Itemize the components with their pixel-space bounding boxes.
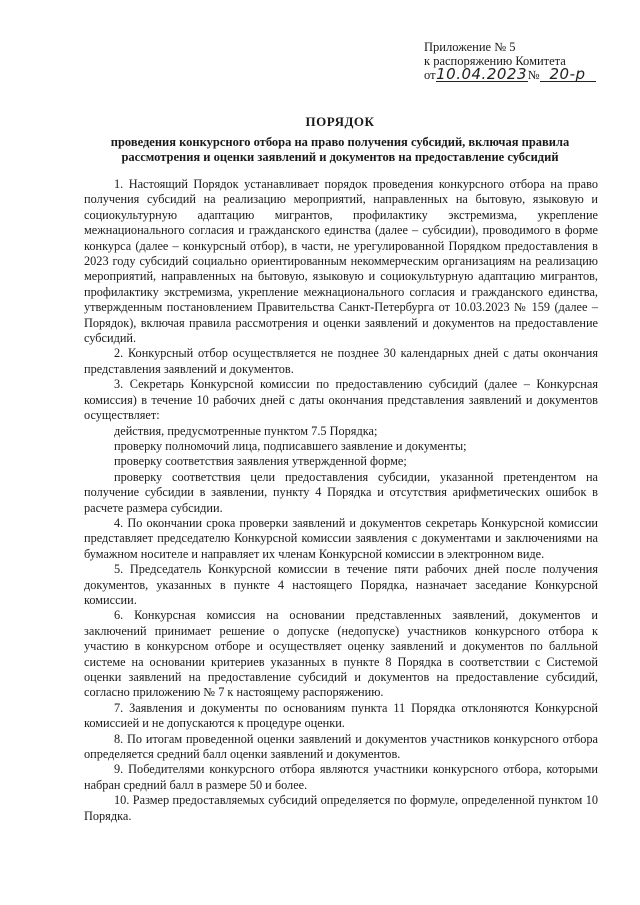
paragraph-7: 7. Заявления и документы по основаниям пункта 11 Порядка отклоняются Конкурсной комиссией и не допускаются к процедуре оценки. (84, 700, 598, 731)
document-title (80, 114, 600, 165)
paragraph-3: 3. Секретарь Конкурсной комиссии по предоставлению субсидий (далее – Конкурсная комиссия) в течение 10 рабочих дней с даты окончания представления заявлений и документов осуществляет: (84, 377, 598, 423)
paragraph-3-item-4: проверку соответствия цели предоставления субсидии, указанной претендентом на получение субсидии в заявлении, пункту 4 Порядка и отсутствия арифметических ошибок в расчете размера субсидии. (84, 469, 598, 515)
paragraph-8: 8. По итогам проведенной оценки заявлений и документов участников конкурсного отбора определяется средний балл оценки заявлений и документов. (84, 731, 598, 762)
date-number-line (424, 65, 624, 83)
paragraph-3-item-3: проверку соответствия заявления утвержденной форме; (114, 454, 407, 469)
paragraph-2: 2. Конкурсный отбор осуществляется не позднее 30 календарных дней с даты окончания представления заявлений и документов. (84, 346, 598, 376)
from-prefix: от (424, 68, 436, 82)
paragraph-5: 5. Председатель Конкурсной комиссии в течение пяти рабочих дней после получения документов, указанных в пункте 4 настоящего Порядка, назначает заседание Конкурсной комиссии. (84, 562, 598, 607)
approval-header (424, 40, 624, 82)
title-subtitle: проведения конкурсного отбора на право получения субсидий, включая правила рассмотрения и оценки заявлений и документов на предоставление субсидий (110, 135, 570, 164)
handwritten-date: 10.04.2023 (436, 65, 527, 83)
title-main: ПОРЯДОК (305, 114, 375, 129)
order-reference: к распоряжению Комитета (424, 54, 566, 68)
paragraph-4: 4. По окончании срока проверки заявлений и документов секретарь Конкурсной комиссии представляет председателю Конкурсной комиссии заявления с документами и заключениями на бумажном носителе и направляет их членам Конкурсной комиссии в электронном виде. (84, 515, 598, 561)
paragraph-6: 6. Конкурсная комиссия на основании представленных заявлений, документов и заключений принимает решение о допуске (недопуске) участников конкурсного отбора к участию в конкурсном отборе и осуществляет оценку заявлений и документов по балльной системе на основании критериев указанных в пункте 8 Порядка в соответствии с Системой оценки заявлений на предоставление субсидий и документов на предоставление субсидий, согласно приложению № 7 к настоящему распоряжению. (84, 608, 598, 700)
document-body (84, 177, 598, 824)
paragraph-3-item-2: проверку полномочий лица, подписавшего заявление и документы; (114, 438, 467, 453)
paragraph-9: 9. Победителями конкурсного отбора являются участники конкурсного отбора, которыми набран средний балл в размере 50 и более. (84, 762, 598, 792)
paragraph-3-item-1: действия, предусмотренные пунктом 7.5 Порядка; (114, 423, 378, 438)
handwritten-number: 20-р (540, 68, 596, 82)
appendix-label: Приложение № 5 (424, 40, 516, 54)
paragraph-10: 10. Размер предоставляемых субсидий определяется по формуле, определенной пунктом 10 Порядка. (84, 793, 598, 823)
number-sign: № (527, 68, 540, 82)
paragraph-1: 1. Настоящий Порядок устанавливает порядок проведения конкурсного отбора на право получения субсидий на реализацию мероприятий, направленных на бытовую, языковую и социокультурную адаптацию мигрантов, профилактику экстремизма, укрепление межнационального согласия и гражданского единства (далее – субсидии), проводимого в форме конкурса (далее – конкурсный отбор), в части, не урегулированной Порядком предоставления в 2023 году субсидий социально ориентированным некоммерческим организациям на реализацию мероприятий, направленных на бытовую, языковую и социокультурную адаптацию мигрантов, профилактику экстремизма, укрепление межнационального согласия и гражданского единства, утвержденным постановлением Правительства Санкт-Петербурга от 10.03.2023 № 159 (далее – Порядок), включая правила рассмотрения и оценки заявлений и документов на предоставление субсидий. (84, 177, 598, 346)
